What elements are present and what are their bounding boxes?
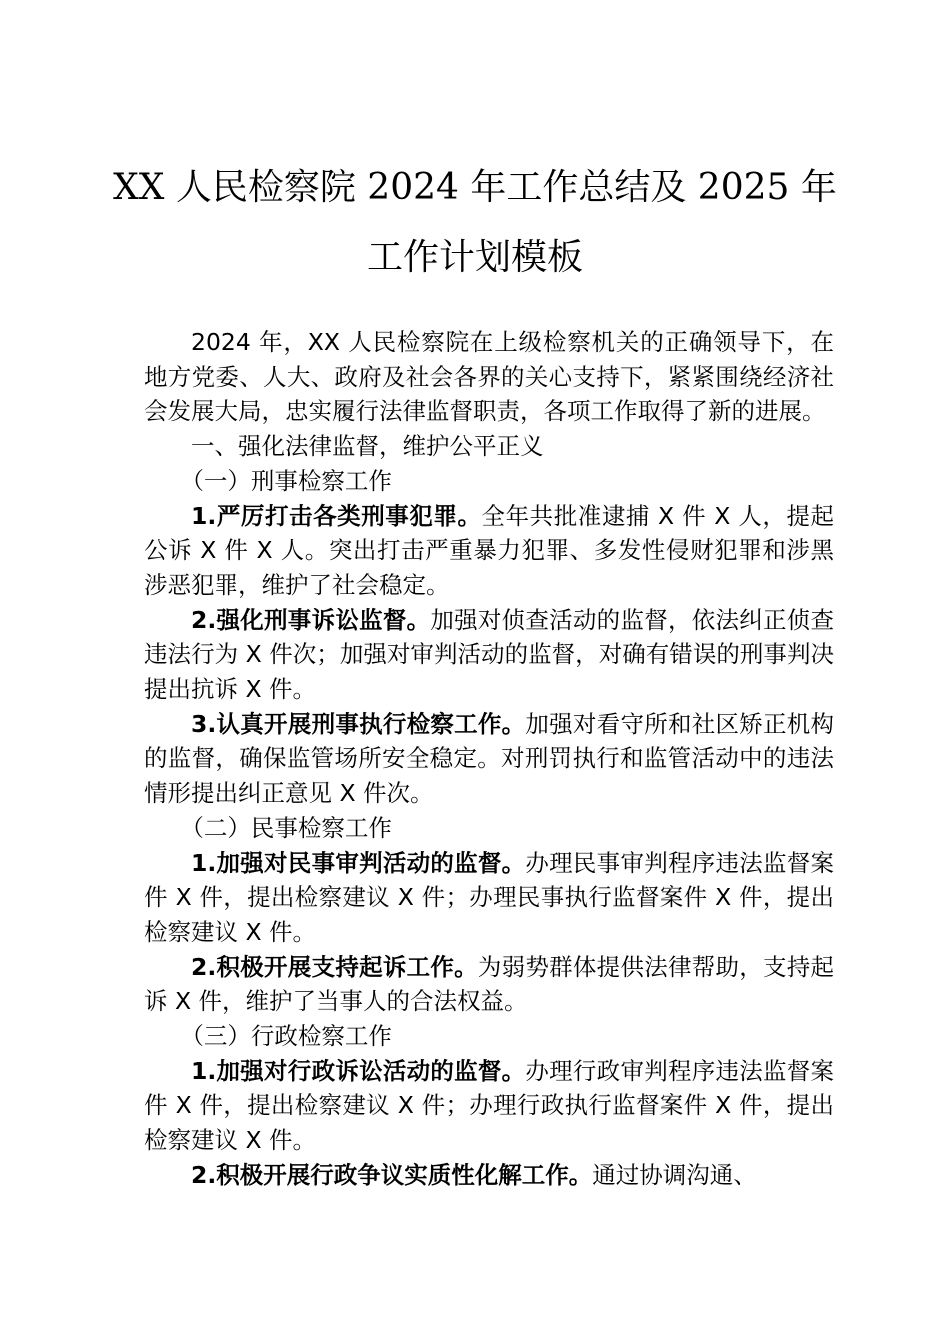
criminal-item-1: [144, 499, 834, 603]
document-title-line-2: 工作计划模板: [366, 237, 583, 278]
section-heading-1: 一、强化法律监督，维护公平正义: [191, 432, 544, 461]
document-body: [144, 325, 834, 1193]
criminal-item-2: [144, 603, 834, 707]
civil-item-1: [144, 846, 834, 950]
intro-paragraph: 2024 年，XX 人民检察院在上级检察机关的正确领导下，在地方党委、人大、政府及社会各界的关心支持下，紧紧围绕经济社会发展大局，忠实履行法律监督职责，各项工作取得了新的进展。: [144, 328, 834, 426]
subsection-heading-administrative: （三）行政检察工作: [180, 1022, 392, 1051]
item-text: 通过协调沟通、: [592, 1160, 757, 1189]
item-lead: 2.强化刑事诉讼监督。: [191, 605, 431, 634]
item-text: 全年共批准逮捕 X 件 X 人，提起公诉 X 件 X 人。突出打击严重暴力犯罪、多发性侵财犯罪和涉黑涉恶犯罪，维护了社会稳定。: [144, 501, 835, 599]
administrative-item-2: [144, 1158, 834, 1193]
item-lead: 1.加强对行政诉讼活动的监督。: [191, 1056, 526, 1085]
administrative-item-1: [144, 1054, 834, 1158]
item-text: 为弱势群体提供法律帮助，支持起诉 X 件，维护了当事人的合法权益。: [144, 952, 835, 1016]
item-text: 加强对看守所和社区矫正机构的监督，确保监管场所安全稳定。对刑罚执行和监管活动中的违法情形提出纠正意见 X 件次。: [144, 709, 835, 808]
item-lead: 2.积极开展行政争议实质性化解工作。: [191, 1160, 593, 1189]
item-text: 办理民事审判程序违法监督案件 X 件，提出检察建议 X 件；办理民事执行监督案件 X 件，提出检察建议 X 件。: [144, 848, 835, 946]
item-lead: 3.认真开展刑事执行检察工作。: [191, 709, 526, 738]
criminal-item-3: [144, 707, 834, 811]
item-text: 加强对侦查活动的监督，依法纠正侦查违法行为 X 件次；加强对审判活动的监督，对确有错误的刑事判决提出抗诉 X 件。: [144, 605, 835, 704]
item-text: 办理行政审判程序违法监督案件 X 件，提出检察建议 X 件；办理行政执行监督案件 X 件，提出检察建议 X 件。: [144, 1056, 835, 1155]
item-lead: 2.积极开展支持起诉工作。: [191, 952, 478, 981]
item-lead: 1.加强对民事审判活动的监督。: [191, 848, 526, 877]
item-lead: 1.严厉打击各类刑事犯罪。: [191, 501, 482, 530]
subsection-heading-criminal: （一）刑事检察工作: [180, 466, 392, 495]
document-title-line-1: XX 人民检察院 2024 年工作总结及 2025 年: [113, 167, 837, 208]
civil-item-2: [144, 950, 834, 1019]
subsection-heading-civil: （二）民事检察工作: [180, 813, 392, 842]
